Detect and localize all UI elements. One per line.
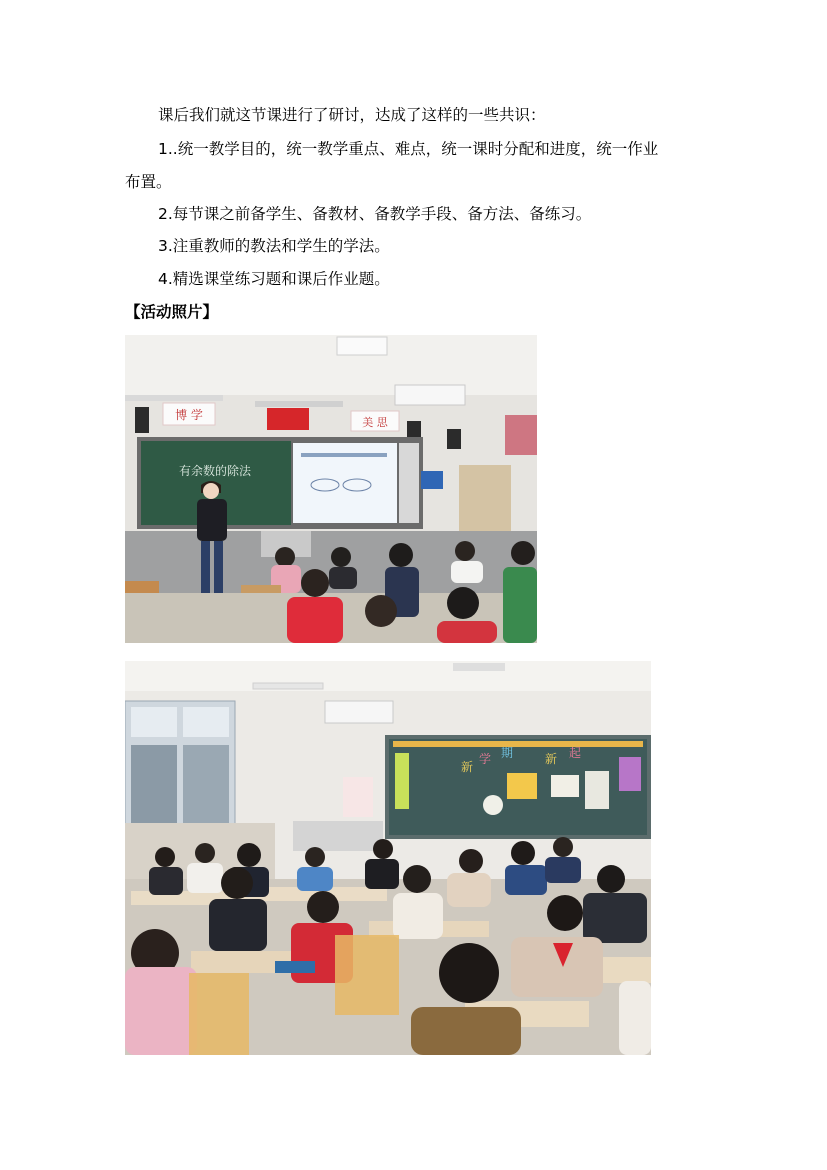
banner-right-text: 美 思 <box>362 416 388 429</box>
board-title-char-5: 起 <box>569 746 582 760</box>
board-title-char-1: 新 <box>461 760 474 774</box>
paragraph-intro: 课后我们就这节课进行了研讨，达成了这样的一些共识： <box>158 106 546 124</box>
classroom-students-photo <box>125 661 651 1055</box>
paragraph-item-3: 3.注重教师的教法和学生的学法。 <box>158 237 390 255</box>
paragraph-item-4: 4.精选课堂练习题和课后作业题。 <box>158 270 390 288</box>
paragraph-item-1: 1..统一教学目的，统一教学重点、难点，统一课时分配和进度，统一作业 <box>158 140 659 158</box>
board-title-char-3: 期 <box>501 746 514 760</box>
board-handwriting: 有余数的除法 <box>178 464 252 478</box>
section-heading-activity-photos: 【活动照片】 <box>125 303 219 321</box>
board-title-char-4: 新 <box>545 752 558 766</box>
banner-left-text: 博 学 <box>175 408 203 422</box>
classroom-teacher-photo <box>125 335 537 643</box>
activity-photo-2 <box>125 661 651 1055</box>
board-title-char-2: 学 <box>479 752 492 766</box>
paragraph-item-1-continued: 布置。 <box>125 173 172 191</box>
paragraph-item-2: 2.每节课之前备学生、备教材、备教学手段、备方法、备练习。 <box>158 205 592 223</box>
activity-photo-1 <box>125 335 537 643</box>
